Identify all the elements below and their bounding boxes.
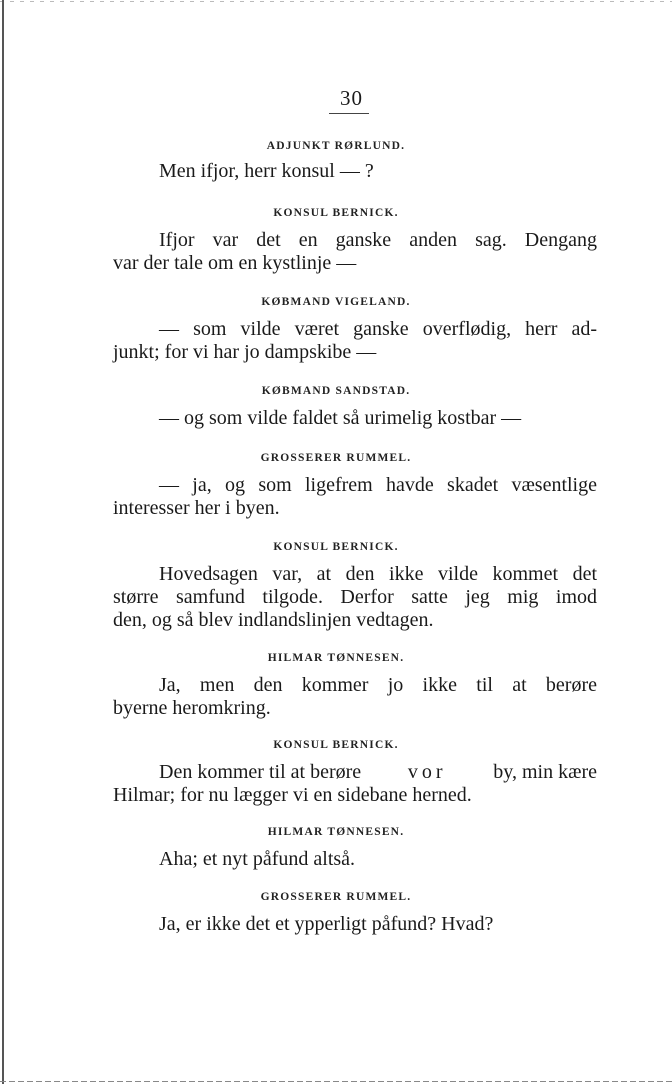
dialogue-line: Hilmar; for nu lægger vi en sidebane herned. [113,784,472,806]
speaker-name: HILMAR TØNNESEN. [267,826,405,838]
speaker-name: GROSSERER RUMMEL. [260,891,412,903]
dialogue-line: byerne heromkring. [113,697,271,719]
page-number-rule [329,113,369,114]
speaker-name: GROSSERER RUMMEL. [260,452,412,464]
dialogue-line: Ja, men den kommer jo ikke til at berøre [159,674,597,696]
page-edge-bottom [0,1081,672,1082]
speaker-name: KONSUL BERNICK. [273,541,399,553]
dialogue-line: Ja, er ikke det et ypperligt påfund? Hvad? [159,913,494,935]
dialogue-line: junkt; for vi har jo dampskibe — [113,341,377,363]
speaker-name: KØBMAND SANDSTAD. [261,385,411,397]
dialogue-line: større samfund tilgode. Derfor satte jeg mig imod [113,586,597,608]
dialogue-line: Ifjor var det en ganske anden sag. Dengang [159,229,597,251]
dialogue-text: by, min kære [488,761,597,783]
dialogue-line: — ja, og som ligefrem havde skadet væsentlige [159,474,597,496]
page-edge-top [0,1,672,2]
dialogue-line [159,761,597,784]
dialogue-line: Men ifjor, herr konsul — ? [159,160,374,182]
dialogue-line: den, og så blev indlandslinjen vedtagen. [113,609,434,631]
emphasized-word: vor [407,761,447,783]
dialogue-line: Aha; et nyt påfund altså. [159,848,356,870]
dialogue-line: — og som vilde faldet så urimelig kostbar — [159,407,522,429]
dialogue-text: Den kommer til at berøre [159,761,367,783]
page-number: 30 [340,86,363,110]
speaker-name: KØBMAND VIGELAND. [261,296,411,308]
dialogue-line: — som vilde været ganske overflødig, herr ad- [159,318,597,340]
speaker-name: ADJUNKT RØRLUND. [266,140,406,152]
speaker-name: HILMAR TØNNESEN. [267,652,405,664]
dialogue-line: var der tale om en kystlinje — [113,252,357,274]
dialogue-line: Hovedsagen var, at den ikke vilde kommet det [159,563,597,585]
speaker-name: KONSUL BERNICK. [273,207,399,219]
dialogue-line: interesser her i byen. [113,497,280,519]
speaker-name: KONSUL BERNICK. [273,739,399,751]
